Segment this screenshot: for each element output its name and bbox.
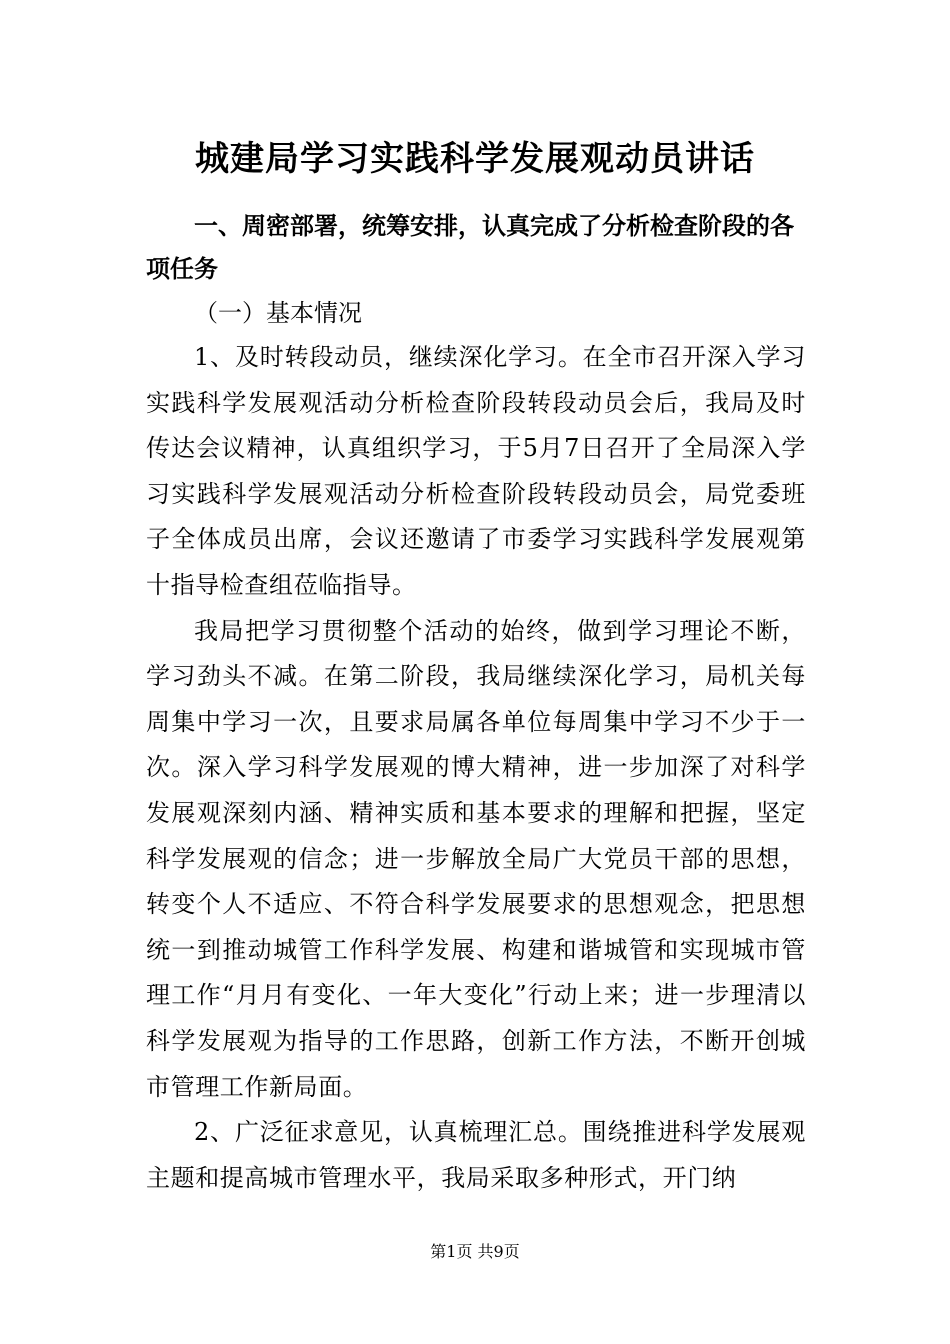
- section-heading: 一、周密部署，统筹安排，认真完成了分析检查阶段的各项任务: [146, 211, 794, 283]
- page-number: 第1页 共9页: [430, 1242, 520, 1261]
- body-text: [146, 335, 806, 1201]
- paragraph: 我局把学习贯彻整个活动的始终，做到学习理论不断，学习劲头不减。在第二阶段，我局继续深化学习，局机关每周集中学习一次，且要求局属各单位每周集中学习不少于一次。深入学习科学发展观的博大精神，进一步加深了对科学发展观深刻内涵、精神实质和基本要求的理解和把握，坚定科学发展观的信念；进一步解放全局广大党员干部的思想，转变个人不适应、不符合科学发展要求的思想观念，把思想统一到推动城管工作科学发展、构建和谐城管和实现城市管理工作“月月有变化、一年大变化”行动上来；进一步理清以科学发展观为指导的工作思路，创新工作方法，不断开创城市管理工作新局面。: [146, 616, 806, 1101]
- paragraph: 2、广泛征求意见，认真梳理汇总。围绕推进科学发展观主题和提高城市管理水平，我局采取多种形式，开门纳: [146, 1118, 806, 1192]
- paragraph: 1、及时转段动员，继续深化学习。在全市召开深入学习实践科学发展观活动分析检查阶段转段动员会后，我局及时传达会议精神，认真组织学习，于5月7日召开了全局深入学习实践科学发展观活动分析检查阶段转段动员会，局党委班子全体成员出席，会议还邀请了市委学习实践科学发展观第十指导检查组莅临指导。: [146, 343, 806, 599]
- subsection-heading: （一）基本情况: [194, 299, 362, 327]
- document-title: 城建局学习实践科学发展观动员讲话: [195, 139, 755, 179]
